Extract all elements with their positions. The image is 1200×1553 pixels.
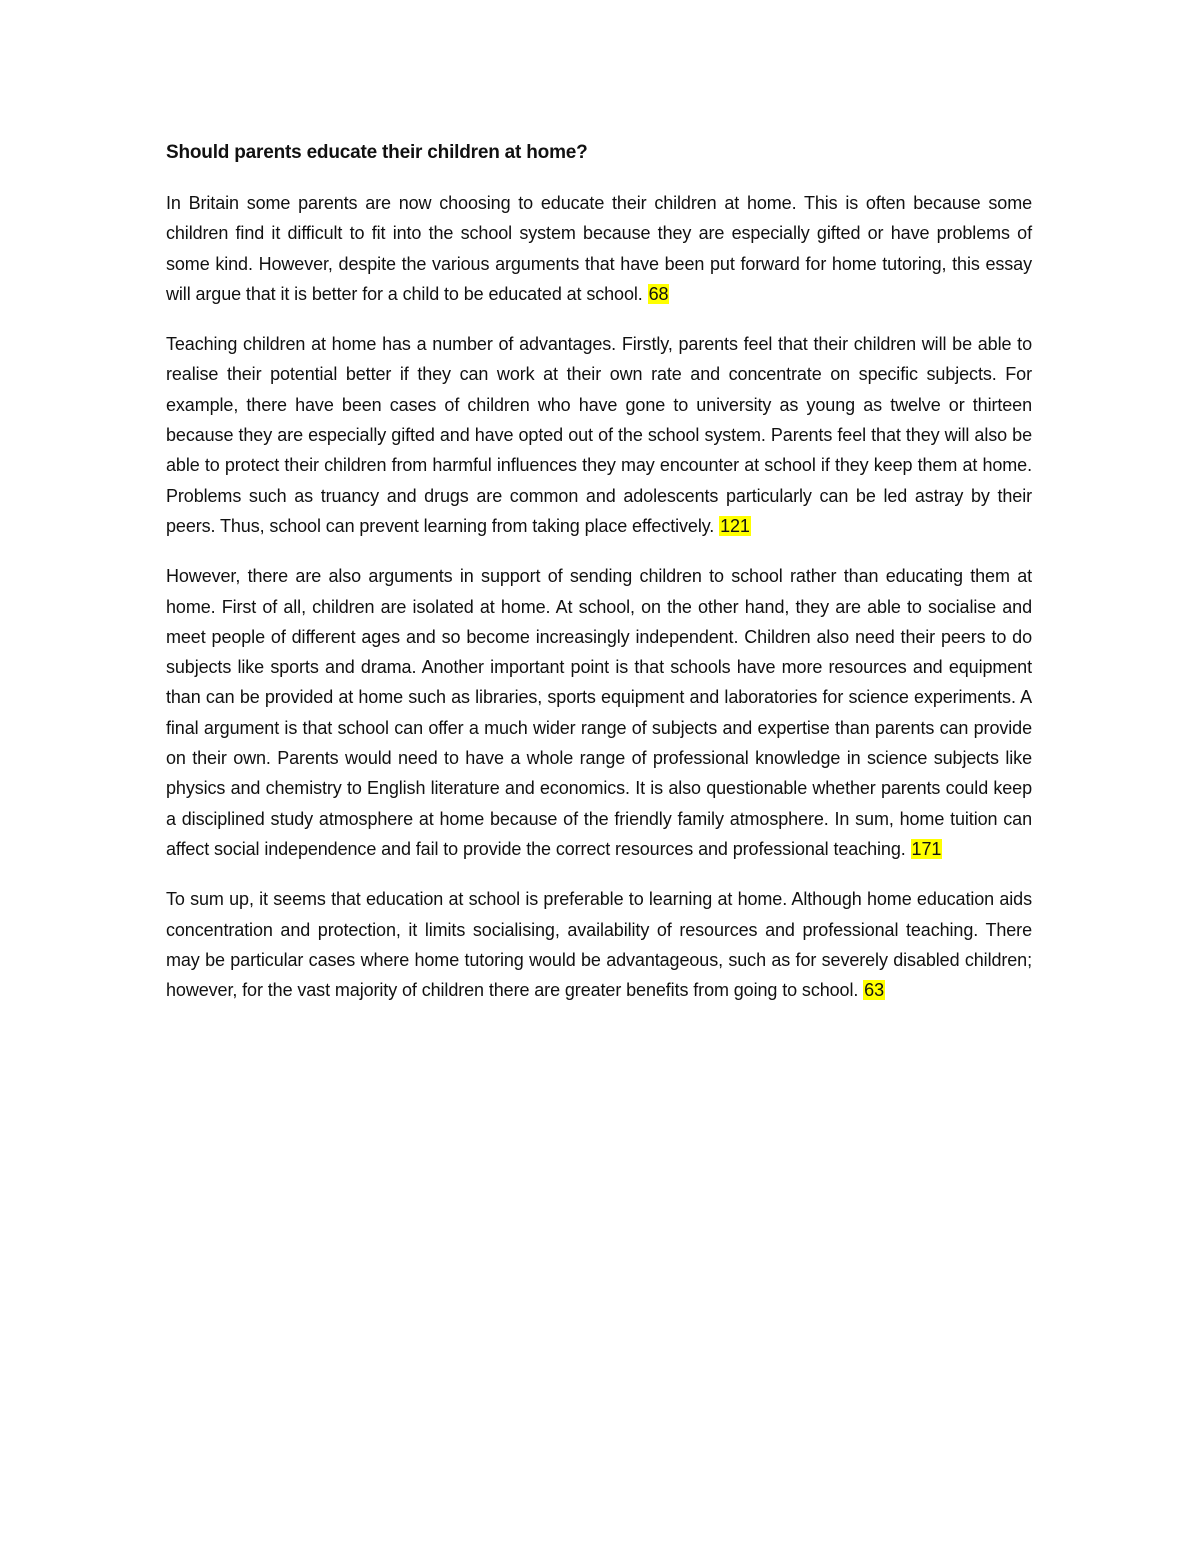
document-body <box>166 138 1032 1025</box>
paragraph-introduction <box>166 188 1032 309</box>
paragraph-text: To sum up, it seems that education at school is preferable to learning at home. Although home education aids concentration and protection, it limits socialising, availability of resources and professional teaching. There may be particular cases where home tutoring would be advantageous, such as for severely disabled children; however, for the vast majority of children there are greater benefits from going to school. <box>166 889 1032 1001</box>
word-count-badge: 121 <box>720 515 750 536</box>
essay-title: Should parents educate their children at home? <box>166 142 588 163</box>
word-count-badge: 171 <box>911 838 942 859</box>
paragraph-arguments-against <box>166 561 1032 864</box>
word-count-badge: 63 <box>864 980 884 1001</box>
word-count-badge: 68 <box>648 283 669 304</box>
paragraph-conclusion <box>166 884 1032 1005</box>
paragraph-text: However, there are also arguments in support of sending children to school rather than educating them at home. First of all, children are isolated at home. At school, on the other hand, they are able to socialise and meet people of different ages and so become increasingly independent. Children also need their peers to do subjects like sports and drama. Another important point is that schools have more resources and equipment than can be provided at home such as libraries, sports equipment and laboratories for science experiments. A final argument is that school can offer a much wider range of subjects and expertise than parents can provide on their own. Parents would need to have a whole range of professional knowledge in science subjects like physics and chemistry to English literature and economics. It is also questionable whether parents could keep a disciplined study atmosphere at home because of the friendly family atmosphere. In sum, home tuition can affect social independence and fail to provide the correct resources and professional teaching. <box>166 566 1032 859</box>
paragraph-text: Teaching children at home has a number of advantages. Firstly, parents feel that their children will be able to realise their potential better if they can work at their own rate and concentrate on specific subjects. For example, there have been cases of children who have gone to university as young as twelve or thirteen because they are especially gifted and have opted out of the school system. Parents feel that they will also be able to protect their children from harmful influences they may encounter at school if they keep them at home. Problems such as truancy and drugs are common and adolescents particularly can be led astray by their peers. Thus, school can prevent learning from taking place effectively. <box>166 334 1032 536</box>
paragraph-advantages <box>166 329 1032 541</box>
paragraph-text: In Britain some parents are now choosing to educate their children at home. This is often because some children find it difficult to fit into the school system because they are especially gifted or have problems of some kind. However, despite the various arguments that have been put forward for home tutoring, this essay will argue that it is better for a child to be educated at school. <box>166 193 1032 304</box>
